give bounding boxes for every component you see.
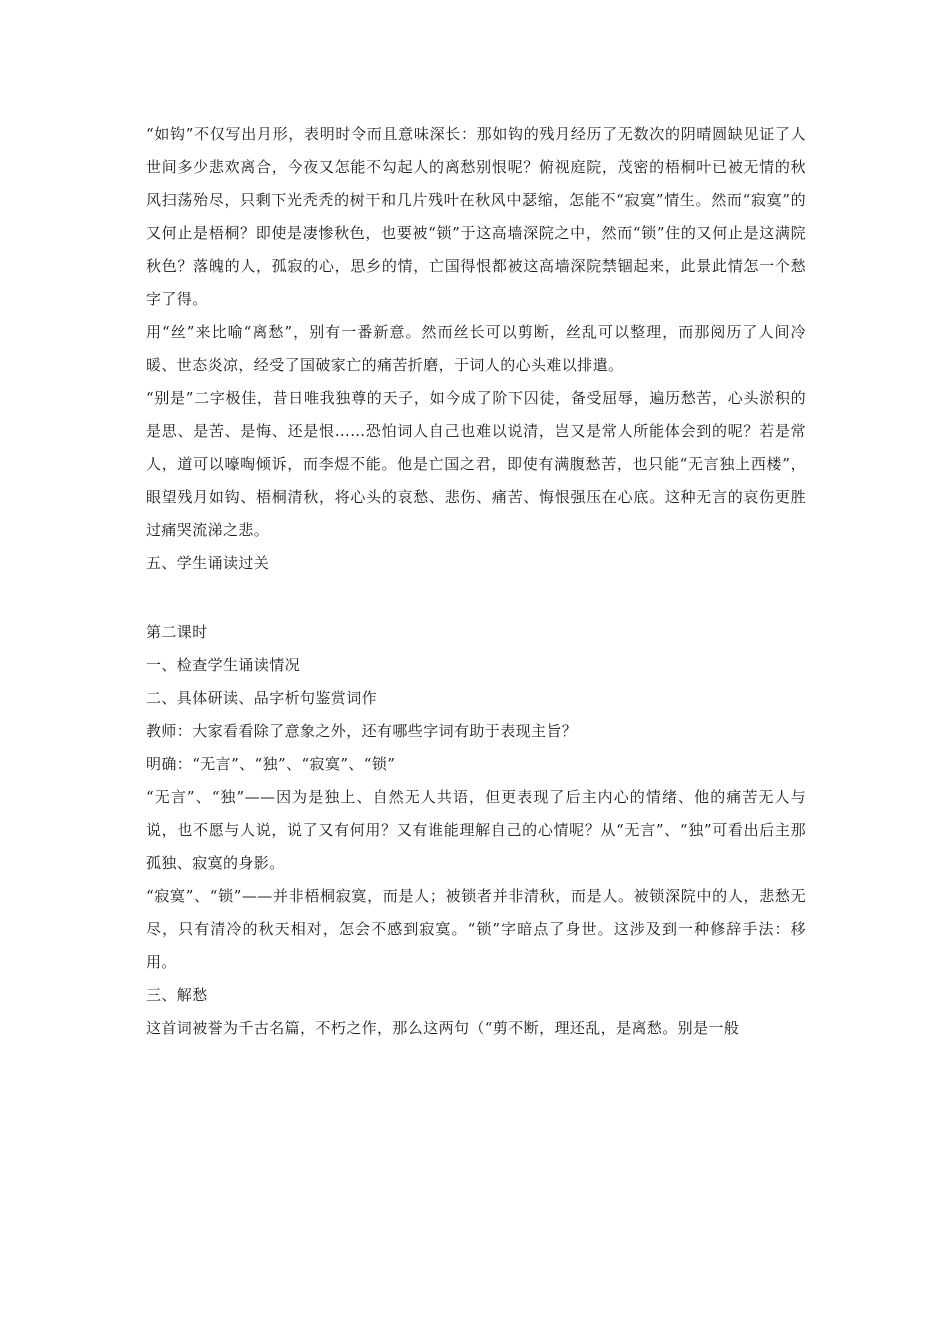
section-heading-check: 一、检查学生诵读情况 <box>146 656 301 674</box>
paragraph-bieshi: “别是”二字极佳，昔日唯我独尊的天子，如今成了阶下囚徒，备受屈辱，遍历愁苦，心头淤积的是思、是苦、是悔、还是恨……恐怕词人自己也难以说清，岂又是常人所能体会到的呢？若是常人，道可以嚎啕倾诉，而李煜不能。他是亡国之君，即使有满腹愁苦，也只能“无言独上西楼”，眼望残月如钩、梧桐清秋，将心头的哀愁、悲伤、痛苦、悔恨强压在心底。这种无言的哀伤更胜过痛哭流涕之悲。 <box>146 389 806 539</box>
lesson-heading: 第二课时 <box>146 623 208 641</box>
section-heading-recite: 五、学生诵读过关 <box>146 554 270 572</box>
section-heading-study: 二、具体研读、品字析句鉴赏词作 <box>146 689 378 707</box>
paragraph-wuyan-du: “无言”、“独”——因为是独上、自然无人共语，但更表现了后主内心的情绪、他的痛苦无人与说，也不愿与人说，说了又有何用？又有谁能理解自己的心情呢？从“无言”、“独”可看出后主那孤独、寂寞的身影。 <box>146 788 806 872</box>
paragraph-rugou: “如钩”不仅写出月形，表明时令而且意味深长：那如钩的残月经历了无数次的阴晴圆缺见证了人世间多少悲欢离合，今夜又怎能不勾起人的离愁别恨呢？俯视庭院，茂密的梧桐叶已被无情的秋风扫荡殆尽，只剩下光秃秃的树干和几片残叶在秋风中瑟缩，怎能不“寂寞”情生。然而“寂寞”的又何止是梧桐？即使是凄惨秋色，也要被“锁”于这高墙深院之中，然而“锁”住的又何止是这满院秋色？落魄的人，孤寂的心，思乡的情，亡国得恨都被这高墙深院禁锢起来，此景此情怎一个愁字了得。 <box>146 125 806 308</box>
clarification: 明确：“无言”、“独”、“寂寞”、“锁” <box>146 755 396 773</box>
section-heading-jiechou: 三、解愁 <box>146 986 208 1004</box>
teacher-question: 教师：大家看看除了意象之外，还有哪些字词有助于表现主旨？ <box>146 722 578 740</box>
paragraph-mingpian: 这首词被誉为千古名篇，不朽之作，那么这两句（“剪不断，理还乱，是离愁。别是一般 <box>146 1019 740 1037</box>
paragraph-si-liyou: 用“丝”来比喻“离愁”，别有一番新意。然而丝长可以剪断，丝乱可以整理，而那阅历了人间冷暖、世态炎凉，经受了国破家亡的痛苦折磨，于词人的心头难以排遣。 <box>146 323 806 374</box>
section-gap <box>146 580 806 616</box>
paragraph-jimo-suo: “寂寞”、“锁”——并非梧桐寂寞，而是人；被锁者并非清秋，而是人。被锁深院中的人，悲愁无尽，只有清冷的秋天相对，怎会不感到寂寞。“锁”字暗点了身世。这涉及到一种修辞手法：移用。 <box>146 887 806 971</box>
document-page <box>146 118 806 1045</box>
